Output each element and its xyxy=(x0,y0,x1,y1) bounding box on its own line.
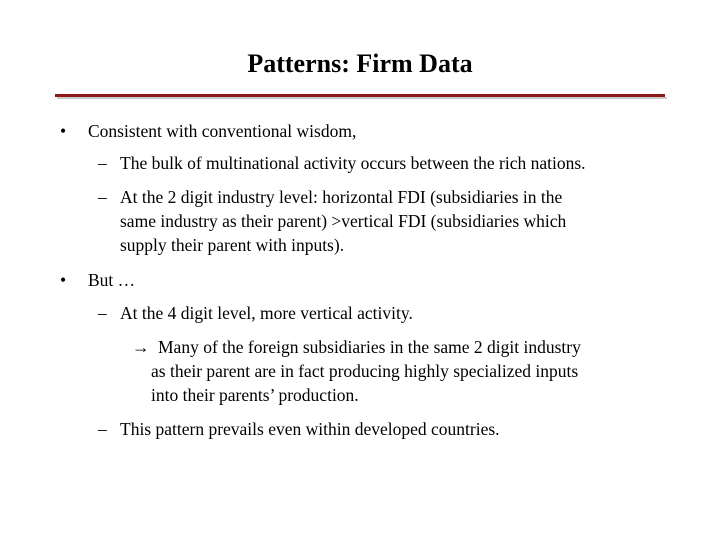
bullet-marker: • xyxy=(60,121,67,141)
bullet-2-arrow-line-1: Many of the foreign subsidiaries in the same 2 digit industry xyxy=(158,337,581,357)
bullet-2-arrow-line-3: into their parents’ production. xyxy=(151,385,359,405)
bullet-1-sub-2-line-3: supply their parent with inputs). xyxy=(120,235,345,255)
bullet-2-sub-1: At the 4 digit level, more vertical activity. xyxy=(120,303,413,323)
bullet-1-sub-2-line-2: same industry as their parent) >vertical FDI (subsidiaries which xyxy=(120,211,567,231)
dash-marker: – xyxy=(98,153,107,173)
bullet-1-text: Consistent with conventional wisdom, xyxy=(88,121,357,141)
arrow-marker: → xyxy=(132,337,150,357)
bullet-2-arrow-line-2: as their parent are in fact producing highly specialized inputs xyxy=(151,361,579,381)
dash-marker: – xyxy=(98,303,107,323)
bullet-marker: • xyxy=(60,270,67,290)
bullet-1-sub-1: The bulk of multinational activity occurs between the rich nations. xyxy=(120,153,586,173)
slide-title: Patterns: Firm Data xyxy=(247,49,473,78)
title-underline-shadow xyxy=(57,97,667,99)
bullet-1-sub-2-line-1: At the 2 digit industry level: horizontal FDI (subsidiaries in the xyxy=(120,187,563,207)
bullet-2-text: But … xyxy=(88,270,136,290)
dash-marker: – xyxy=(98,419,107,439)
bullet-2-sub-2: This pattern prevails even within developed countries. xyxy=(120,419,500,439)
dash-marker: – xyxy=(98,187,107,207)
